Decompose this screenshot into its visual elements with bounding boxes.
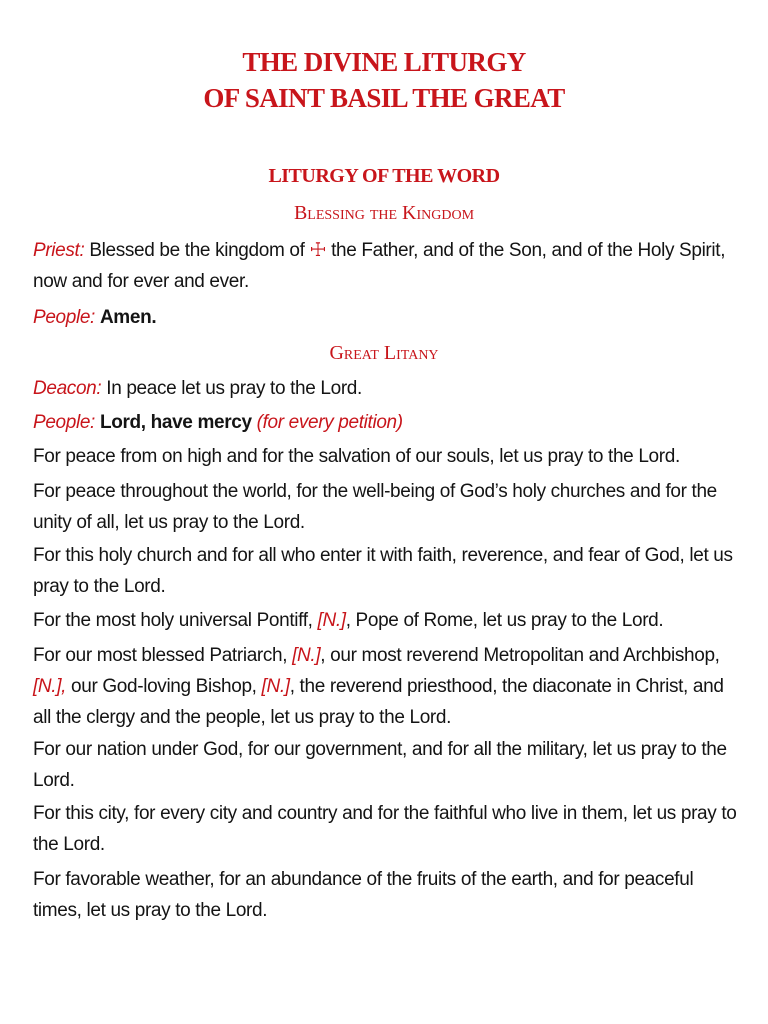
people-response-amen (33, 302, 738, 333)
deacon-label: Deacon: (33, 378, 102, 399)
people-note: (for every petition) (256, 412, 403, 433)
people-label: People: (33, 307, 95, 328)
petition-5-b: , our most reverend Metropolitan and Archbishop, (320, 645, 720, 666)
priest-text-b: the Father, and of the Son, and of the Holy Spirit, now and for ever and ever. (33, 240, 726, 292)
petition-2: For peace throughout the world, for the well-being of God’s holy churches and for the unity of all, let us pray to the Lord. (33, 481, 717, 533)
petition-5-c: our God-loving Bishop, (66, 676, 262, 697)
petition-6: For our nation under God, for our government, and for all the military, let us pray to the Lord. (33, 739, 727, 791)
people-amen: Amen. (99, 307, 157, 328)
petition-4-name: [N.] (317, 610, 346, 631)
petition-4 (33, 605, 738, 636)
section-heading: LITURGY OF THE WORD (268, 165, 500, 187)
petition-5-name-1: [N.] (292, 645, 321, 666)
document-title (0, 44, 768, 116)
petition-1: For peace from on high and for the salvation of our souls, let us pray to the Lord. (33, 446, 680, 467)
petition-4-b: , Pope of Rome, let us pray to the Lord. (345, 610, 664, 631)
cross-icon: ☩ (309, 240, 327, 261)
petition-4-a: For the most holy universal Pontiff, (33, 610, 318, 631)
deacon-text: In peace let us pray to the Lord. (106, 378, 362, 399)
petition-5-name-3: [N.] (261, 676, 290, 697)
petition-5-a: For our most blessed Patriarch, (33, 645, 293, 666)
people-response-mercy (33, 407, 738, 438)
petition-5-name-2: [N.], (33, 676, 67, 697)
petition-5-d: , the reverend priesthood, the diaconate in Christ, and all the clergy and the people, let us pray to the Lord. (33, 676, 724, 728)
priest-label: Priest: (33, 240, 85, 261)
title-line-1: THE DIVINE LITURGY (242, 47, 526, 77)
petition-5 (33, 640, 738, 733)
priest-blessing (33, 235, 738, 297)
priest-text-a: Blessed be the kingdom of (89, 240, 310, 261)
people-label-litany: People: (33, 412, 95, 433)
deacon-line (33, 373, 738, 404)
people-mercy: Lord, have mercy (99, 412, 252, 433)
litany-heading: Great Litany (329, 342, 439, 364)
petition-7: For this city, for every city and country and for the faithful who live in them, let us pray to the Lord. (33, 803, 737, 855)
title-line-2: OF SAINT BASIL THE GREAT (203, 83, 565, 113)
blessing-heading: Blessing the Kingdom (293, 202, 475, 224)
petition-3: For this holy church and for all who enter it with faith, reverence, and fear of God, let us pray to the Lord. (33, 545, 733, 597)
petition-8: For favorable weather, for an abundance of the fruits of the earth, and for peaceful times, let us pray to the Lord. (33, 869, 694, 921)
